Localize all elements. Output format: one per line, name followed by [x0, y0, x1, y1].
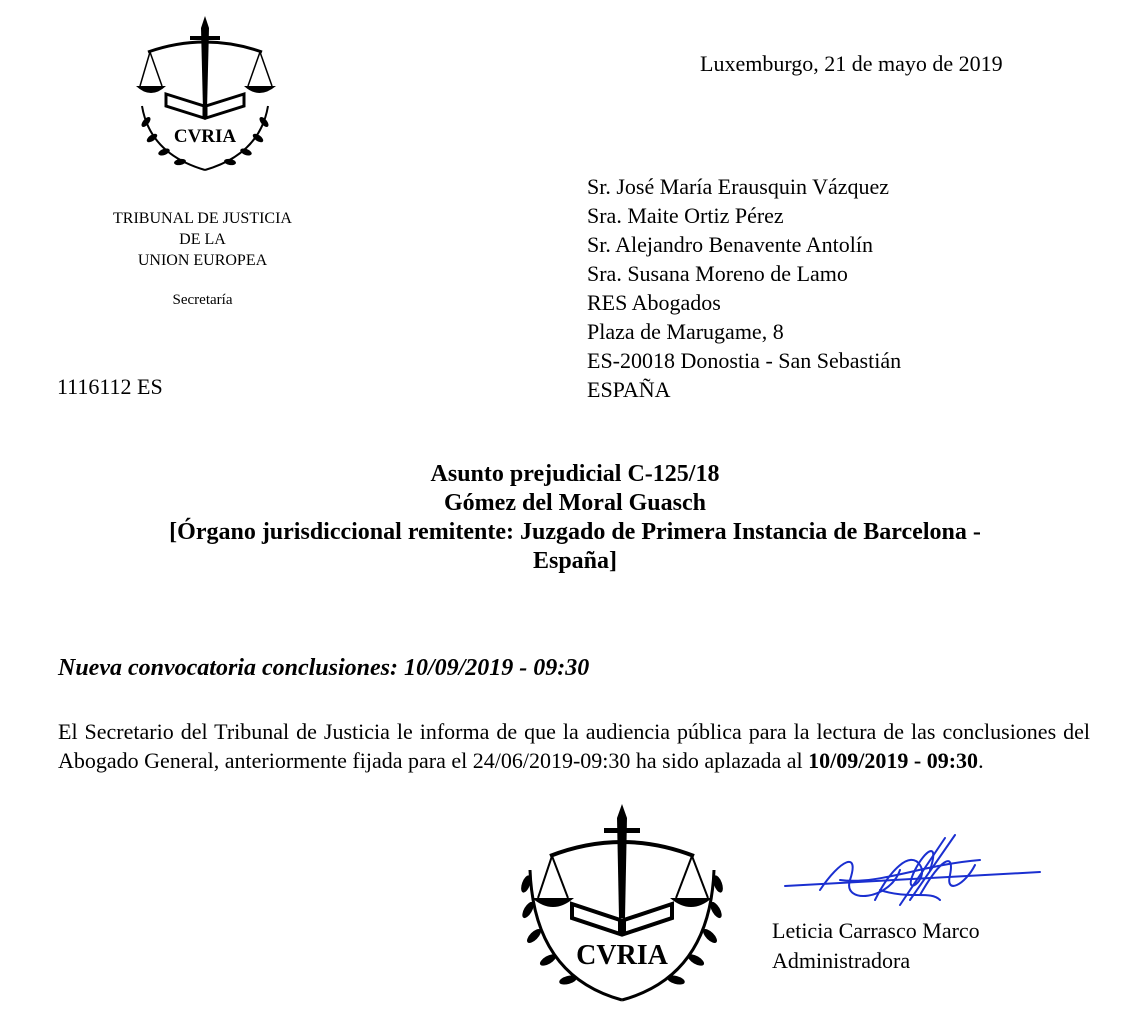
signer-block	[772, 916, 980, 976]
date-line: Luxemburgo, 21 de mayo de 2019	[700, 51, 1003, 76]
signer-name: Leticia Carrasco Marco	[772, 918, 980, 943]
institution-line: UNION EUROPEA	[137, 252, 268, 269]
body-text: El Secretario del Tribunal de Justicia le informa de que la audiencia pública para la lectura de las conclusiones del Abogado General, anteriormente fijada para el 24/06/2019-09:30 ha sido aplazada al	[58, 719, 1090, 773]
cvria-seal	[512, 800, 732, 1005]
address-line: Sr. José María Erausquin Vázquez	[587, 174, 890, 199]
address-line: Plaza de Marugame, 8	[587, 319, 784, 344]
address-line: Sra. Maite Ortiz Pérez	[587, 203, 784, 228]
handwritten-signature	[780, 830, 1045, 915]
signature-icon	[780, 830, 1045, 915]
body-paragraph	[58, 717, 1090, 775]
subject-line: [Órgano jurisdiccional remitente: Juzgado de Primera Instancia de Barcelona -	[169, 519, 981, 545]
address-line: Sra. Susana Moreno de Lamo	[587, 261, 848, 286]
cvria-emblem-top	[130, 14, 280, 174]
signer-role: Administradora	[772, 948, 911, 973]
body-end: .	[978, 748, 984, 773]
subject-line: Gómez del Moral Guasch	[444, 490, 706, 516]
convocation-heading: Nueva convocatoria conclusiones: 10/09/2019 - 09:30	[58, 655, 590, 681]
cvria-seal-icon	[512, 800, 732, 1005]
subject-line: España]	[532, 548, 618, 574]
subject-line: Asunto prejudicial C-125/18	[430, 461, 720, 487]
cvria-logo-icon	[130, 14, 280, 174]
address-line: RES Abogados	[587, 290, 721, 315]
recipient-address	[587, 172, 901, 404]
new-date: 10/09/2019 - 09:30	[808, 748, 979, 773]
address-line: Sr. Alejandro Benavente Antolín	[587, 232, 873, 257]
case-subject	[60, 460, 1090, 576]
logo-text: CVRIA	[173, 126, 237, 147]
institution-line: TRIBUNAL DE JUSTICIA	[113, 210, 292, 227]
department-label: Secretaría	[172, 292, 233, 308]
reference-number: 1116112 ES	[57, 374, 163, 399]
institution-name	[80, 208, 325, 271]
address-line: ESPAÑA	[587, 377, 671, 402]
institution-line: DE LA	[179, 231, 226, 248]
seal-text: CVRIA	[576, 940, 668, 971]
address-line: ES-20018 Donostia - San Sebastián	[587, 348, 902, 373]
